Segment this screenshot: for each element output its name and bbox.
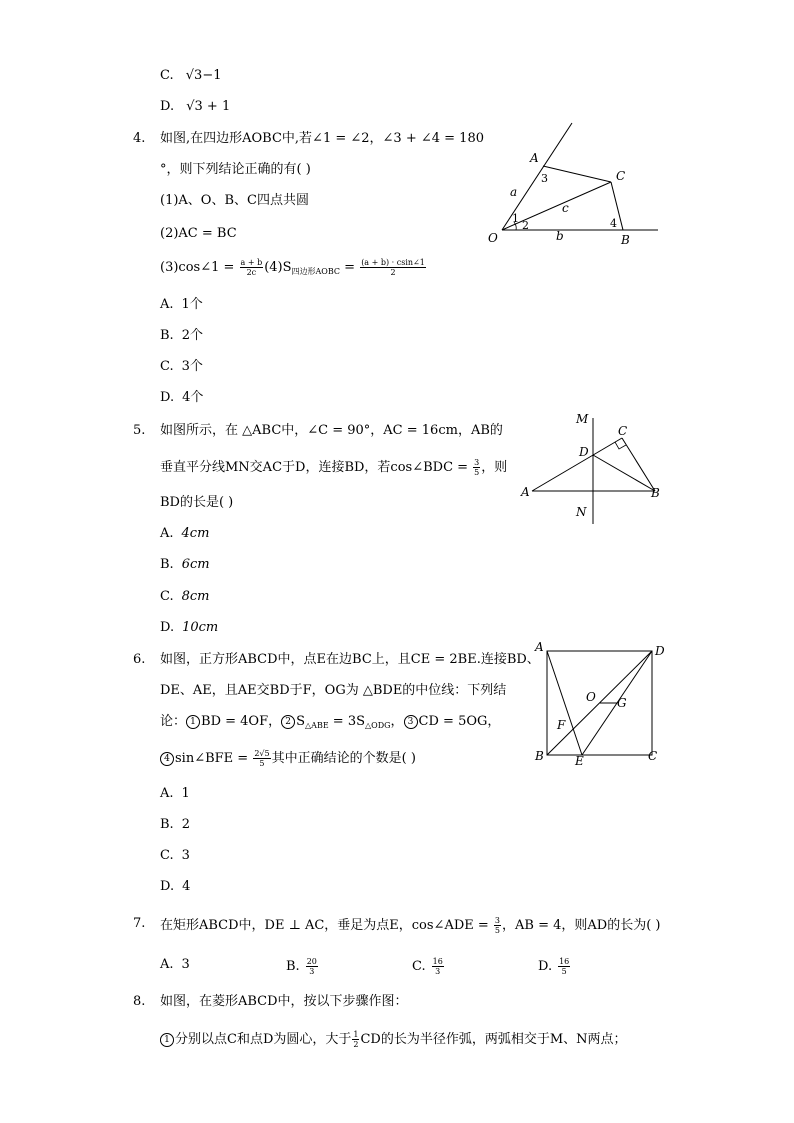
q4-stem-line1: 如图,在四边形AOBC中,若∠1 = ∠2，∠3 + ∠4 = 180: [160, 131, 484, 146]
circled-number: 4: [160, 752, 174, 766]
option-text: 4cm: [181, 526, 210, 541]
q5-option-b[interactable]: [160, 557, 210, 573]
line-ac: [543, 166, 611, 182]
q4-stem-line2: °，则下列结论正确的有( ): [160, 162, 311, 177]
q6-stem-line1: 如图，正方形ABCD中，点E在边BC上，且CE = 2BE.连接BD、: [160, 652, 540, 667]
numerator: 16: [559, 957, 570, 966]
denominator: 5: [561, 967, 567, 976]
option-label: D.: [160, 620, 175, 635]
denominator: 5: [474, 468, 480, 477]
q8-number: 8.: [133, 994, 146, 1009]
option-text: 3: [181, 848, 190, 863]
option-fraction: [432, 957, 444, 976]
q4-conclusion-3-4: [160, 258, 427, 280]
line-db: [593, 455, 655, 491]
q6-stem-line2: DE、AE，且AE交BD于F，OG为 △BDE的中位线：下列结: [160, 683, 507, 698]
q7-option-b[interactable]: [286, 957, 319, 976]
q8-stem-line1: 如图，在菱形ABCD中，按以下步骤作图：: [160, 994, 408, 1009]
text: ，: [390, 714, 404, 729]
q4-c3-prefix: (3)cos∠1 =: [160, 260, 239, 275]
text: BD = 4OF，: [201, 714, 282, 729]
denominator: 3: [309, 967, 315, 976]
q5-option-d[interactable]: [160, 620, 218, 636]
label-d: D: [579, 445, 589, 459]
option-text: 2个: [181, 328, 203, 343]
numerator: 3: [474, 458, 480, 467]
circled-number: 1: [160, 1033, 174, 1047]
line-bd: [547, 651, 652, 755]
q5-figure: [518, 408, 668, 530]
text: S: [296, 714, 306, 729]
label-f: F: [557, 718, 566, 732]
numerator: 3: [494, 916, 501, 925]
label-a: A: [521, 485, 530, 499]
angle-3: 3: [541, 172, 548, 185]
option-text: 4: [182, 879, 191, 894]
line-cb: [622, 438, 655, 491]
denominator: 3: [435, 967, 441, 976]
option-label: B.: [160, 328, 174, 343]
option-text: 6cm: [181, 557, 210, 572]
text: sin∠BFE =: [175, 751, 253, 766]
option-text: 3: [181, 957, 190, 972]
option-label: B.: [160, 817, 174, 832]
denominator: 2c: [246, 268, 257, 277]
text: 论：: [160, 714, 187, 729]
angle-1: 1: [512, 212, 519, 225]
option-label: D.: [160, 879, 175, 894]
option-text: 8cm: [181, 589, 210, 604]
angle-4: 4: [610, 217, 617, 230]
numerator: a + b: [240, 258, 263, 267]
option-text: √3 + 1: [186, 99, 231, 114]
q5-number: 5.: [133, 423, 146, 438]
option-label: D.: [160, 99, 175, 114]
q6-option-d[interactable]: [160, 879, 190, 895]
text: = 3S: [328, 714, 366, 729]
q7-option-a[interactable]: [160, 957, 190, 973]
q5-stem-line2: [160, 458, 507, 477]
denominator: 5: [259, 759, 265, 768]
fraction: [253, 749, 270, 768]
circled-number: 1: [186, 715, 200, 729]
q7-option-c[interactable]: [412, 957, 445, 976]
text: ，AB = 4，则AD的长为( ): [502, 918, 661, 933]
denominator: 2: [353, 1040, 359, 1049]
line-ae: [547, 651, 582, 755]
q5-option-c[interactable]: [160, 589, 210, 605]
option-label: A.: [160, 786, 174, 801]
q3-option-c[interactable]: [160, 68, 221, 84]
q6-figure: [530, 638, 670, 770]
q6-option-a[interactable]: [160, 786, 190, 802]
option-text: 1: [181, 786, 190, 801]
angle-2: 2: [522, 219, 529, 232]
option-label: D.: [160, 390, 175, 405]
q6-stem-line4: [160, 749, 416, 768]
label-a: A: [535, 640, 544, 654]
fraction: [494, 916, 501, 935]
text: ，则: [481, 460, 508, 475]
label-c: C: [616, 169, 626, 183]
label-c: C: [648, 749, 658, 763]
label-n: N: [576, 505, 587, 519]
option-label: D.: [538, 959, 553, 974]
side-a: a: [510, 185, 518, 199]
q5-stem-line1: 如图所示，在 △ABC中，∠C = 90°，AC = 16cm，AB的: [160, 423, 503, 438]
label-b: B: [621, 233, 630, 247]
option-text: 4个: [182, 390, 204, 405]
q7-number: 7.: [133, 916, 146, 931]
option-label: B.: [160, 557, 174, 572]
label-d: D: [655, 644, 665, 658]
q4-option-d[interactable]: [160, 390, 203, 406]
option-label: C.: [160, 589, 174, 604]
q4-c4-fraction: [360, 258, 426, 277]
q4-option-c[interactable]: [160, 359, 203, 375]
q6-option-b[interactable]: [160, 817, 190, 833]
text: 在矩形ABCD中，DE ⊥ AC，垂足为点E，cos∠ADE =: [160, 918, 493, 933]
q4-figure: [484, 118, 664, 250]
option-label: A.: [160, 526, 174, 541]
q8-step-1: [160, 1030, 627, 1049]
q6-option-c[interactable]: [160, 848, 190, 864]
label-a: A: [530, 151, 539, 165]
q7-option-d[interactable]: [538, 957, 571, 976]
option-label: C.: [160, 68, 174, 83]
label-o: O: [488, 231, 498, 245]
label-e: E: [575, 754, 584, 768]
numerator: (a + b) · csin∠1: [361, 258, 425, 267]
label-c: C: [618, 424, 628, 438]
q4-option-a[interactable]: [160, 297, 203, 313]
option-text: 2: [181, 817, 190, 832]
q4-conclusion-2: (2)AC = BC: [160, 226, 237, 241]
option-label: C.: [412, 959, 426, 974]
right-angle-mark: [615, 442, 626, 449]
option-text: 3个: [181, 359, 203, 374]
q4-c4-equals: =: [340, 260, 360, 275]
fraction: [352, 1030, 359, 1049]
text: CD = 5OG，: [418, 714, 501, 729]
side-b: b: [556, 229, 564, 243]
option-fraction: [306, 957, 318, 976]
text: 分别以点C和点D为圆心，大于: [175, 1032, 352, 1047]
fraction: [473, 458, 480, 477]
circled-number: 3: [404, 715, 418, 729]
q3-option-d[interactable]: [160, 99, 230, 115]
q4-c4-subscript: 四边形AOBC: [291, 267, 341, 276]
option-text: 1个: [181, 297, 203, 312]
subscript: △ABE: [305, 721, 329, 730]
q6-stem-line3: [160, 714, 500, 734]
label-g: G: [617, 696, 627, 710]
text: 垂直平分线MN交AC于D，连接BD，若cos∠BDC =: [160, 460, 473, 475]
text: 其中正确结论的个数是( ): [271, 751, 416, 766]
option-text: √3−1: [185, 68, 222, 83]
numerator: 1: [353, 1030, 359, 1039]
option-label: A.: [160, 957, 174, 972]
option-fraction: [558, 957, 570, 976]
label-b: B: [535, 749, 544, 763]
option-label: C.: [160, 848, 174, 863]
side-c: c: [562, 201, 569, 215]
q4-conclusion-1: (1)A、O、B、C四点共圆: [160, 193, 309, 208]
q6-number: 6.: [133, 652, 146, 667]
q7-stem: [160, 916, 660, 935]
label-b: B: [651, 486, 660, 500]
numerator: 20: [306, 957, 317, 966]
q4-c3-fraction: [240, 258, 264, 277]
option-label: B.: [286, 959, 300, 974]
numerator: 16: [432, 957, 443, 966]
numerator: 2√5: [254, 749, 270, 758]
q5-stem-line3: BD的长是( ): [160, 495, 234, 510]
denominator: 2: [390, 268, 396, 277]
q5-option-a[interactable]: [160, 526, 209, 542]
circled-number: 2: [281, 715, 295, 729]
label-o: O: [586, 690, 596, 704]
option-label: A.: [160, 297, 174, 312]
text: CD的长为半径作弧，两弧相交于M、N两点；: [360, 1032, 627, 1047]
denominator: 5: [494, 926, 501, 935]
q4-option-b[interactable]: [160, 328, 203, 344]
subscript: △ODG: [365, 721, 391, 730]
q4-number: 4.: [133, 131, 146, 146]
label-m: M: [576, 412, 589, 426]
q4-c4-prefix: (4)S: [264, 260, 292, 275]
option-text: 10cm: [182, 620, 219, 635]
option-label: C.: [160, 359, 174, 374]
